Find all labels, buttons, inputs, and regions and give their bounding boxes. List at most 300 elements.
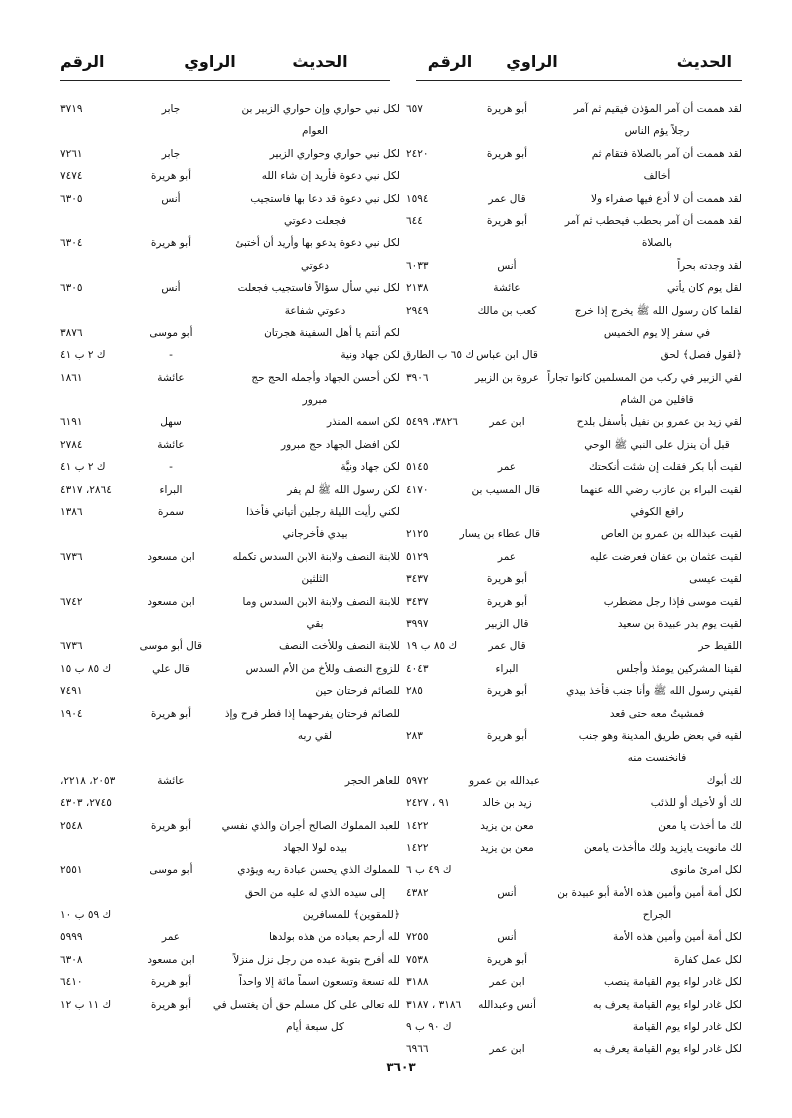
hadith-number: ٣٩٠٦	[406, 371, 429, 384]
narrator: أبو هريرة	[486, 953, 528, 966]
narrator: معن بن يزيد	[480, 841, 534, 854]
hadith-number: ك ٢ ب ٤١	[60, 461, 106, 474]
narrator: عائشة	[493, 282, 521, 295]
narrator: قال الزبير	[485, 617, 529, 630]
hadith-text-continuation: دعوتي شفاعة	[284, 304, 346, 317]
narrator: عائشة	[157, 438, 185, 451]
narrator: أنس	[497, 259, 517, 272]
narrator: أنس	[497, 931, 517, 944]
hadith-row	[60, 1016, 400, 1038]
hadith-text: لك ما أخذت يا معن	[658, 819, 742, 832]
hadith-row	[60, 546, 400, 568]
hadith-number: ٧٢٦١	[60, 147, 83, 160]
hadith-text: ﴿للمقوين﴾ للمسافرين	[302, 909, 400, 922]
hadith-number: ٩١ ، ٢٤٢٧	[406, 797, 450, 810]
hadith-row	[406, 1016, 742, 1038]
hadith-row	[60, 680, 400, 702]
hadith-text: لقينا المشركين يومئذ وأجلس	[616, 662, 742, 675]
hadith-text: لكل نبي دعوة فأريد إن شاء الله	[261, 170, 400, 183]
hadith-text: لله أرحم بعباده من هذه بولدها	[269, 931, 400, 944]
narrator: زيد بن خالد	[482, 797, 532, 810]
hadith-number: ٢٨٥	[406, 685, 423, 698]
hadith-text: لكل أمة أمين وأمين هذه الأمة أبو عبيدة بن	[557, 886, 742, 899]
hadith-text: لقي زيد بن عمرو بن نفيل بأسفل بلدح	[576, 416, 742, 429]
hadith-number: ٣٧١٩	[60, 103, 83, 115]
hadith-text-continuation: كل سبعة أيام	[286, 1021, 344, 1034]
narrator: ابن مسعود	[147, 595, 195, 608]
hadith-row	[60, 389, 400, 411]
hadith-text: لقد هممت أن لا أدع فيها صفراء ولا	[590, 192, 742, 205]
hadith-text: لقيت موسى فإذا رجل مضطرب	[603, 595, 742, 608]
hadith-number: ك ٢ ب ٤١	[60, 349, 106, 362]
hadith-row	[60, 949, 400, 971]
hadith-number: ٤٠٤٣	[406, 662, 429, 675]
narrator: أنس وعبدالله	[478, 998, 536, 1011]
hadith-text: لله تسعة وتسعون اسماً مائة إلا واحداً	[238, 976, 400, 989]
hadith-row	[406, 120, 742, 142]
hadith-row	[406, 456, 742, 478]
hadith-text: لقد وجدته بحراً	[677, 259, 742, 272]
narrator: ابن مسعود	[147, 953, 195, 966]
narrator: أبو هريرة	[150, 819, 192, 832]
hadith-number: ٢٨٦٤، ٤٣١٧	[60, 483, 112, 496]
hadith-row	[406, 971, 742, 993]
hadith-number: ك ٥٩ ب ١٠	[60, 909, 112, 922]
hadith-row	[406, 703, 742, 725]
hadith-number: ٢٠٥٣، ٢٢١٨،	[60, 774, 116, 787]
hadith-number: ٣٤٣٧	[406, 573, 429, 586]
hadith-text: للعبد المملوك الصالح أجران والذي نفسي	[221, 819, 400, 832]
hadith-text-continuation: فمشيتُ معه حتى قعد	[609, 707, 705, 720]
narrator: أبو هريرة	[150, 170, 192, 183]
hadith-number: ٢١٢٥	[406, 528, 429, 541]
hadith-text: لك مانويت يايزيد ولك ماأخذت يامعن	[584, 841, 742, 854]
hadith-row	[60, 411, 400, 433]
hadith-text: للابنة النصف ولابنة الابن السدس تكمله	[232, 550, 400, 563]
header-narrator-right: الراوي	[506, 52, 558, 71]
hadith-row	[60, 434, 400, 456]
narrator: البراء	[159, 483, 183, 496]
hadith-row	[406, 501, 742, 523]
hadith-text: لكل نبي حواري وحواري الزبير	[269, 147, 400, 160]
hadith-row	[60, 882, 400, 904]
hadith-text-continuation: بيدي فأخرجاني	[282, 528, 348, 541]
narrator: ابن عمر	[489, 1043, 525, 1056]
hadith-text-continuation: العوام	[301, 125, 329, 138]
hadith-row	[406, 300, 742, 322]
hadith-text: لكن جهاد ونية	[340, 349, 400, 362]
hadith-number: ٢٩٤٩	[406, 304, 429, 317]
hadith-text: لكل امرئ مانوى	[670, 864, 742, 877]
hadith-text: لكل غادر لواء يوم القيامة ينصب	[604, 976, 742, 989]
hadith-row	[60, 143, 400, 165]
hadith-row	[60, 98, 400, 120]
hadith-text: لكل غادر لواء يوم القيامة يعرف به	[592, 1043, 742, 1056]
narrator: كعب بن مالك	[477, 304, 537, 317]
hadith-text: لقيت يوم بدر عبيدة بن سعيد	[617, 617, 742, 630]
hadith-number: ٦٧٣٦	[60, 550, 83, 563]
hadith-number: ٣١٨٨	[406, 976, 429, 989]
hadith-row	[60, 568, 400, 590]
page	[60, 52, 742, 1074]
narrator: -	[169, 461, 173, 474]
hadith-row	[406, 792, 742, 814]
hadith-number: ٦٠٣٣	[406, 259, 429, 272]
hadith-row	[406, 546, 742, 568]
hadith-text: لكل غادر لواء يوم القيامة يعرف به	[592, 998, 742, 1011]
header-rule-right	[416, 80, 742, 81]
hadith-text: لكل نبي دعوة قد دعا بها فاستجيب	[250, 192, 400, 205]
hadith-number: ٢١٣٨	[406, 282, 429, 295]
narrator: أبو هريرة	[486, 685, 528, 698]
hadith-number: ك ٩٠ ب ٩	[406, 1021, 452, 1034]
hadith-number: ٧٤٩١	[60, 685, 83, 698]
narrator: جابر	[161, 103, 181, 115]
hadith-number: ٥١٢٩	[406, 550, 429, 563]
hadith-number: ٦٧٤٢	[60, 595, 83, 608]
narrator: أبو موسى	[149, 326, 193, 339]
hadith-text: لك أبوك	[706, 774, 742, 787]
narrator: أبو هريرة	[486, 214, 528, 227]
hadith-text: لقيت عبدالله بن عمرو بن العاص	[601, 528, 742, 541]
hadith-number: ١٣٨٦	[60, 506, 83, 519]
narrator: أبو هريرة	[150, 976, 192, 989]
narrator: قال عمر	[488, 640, 526, 653]
hadith-row	[60, 994, 400, 1016]
hadith-text: للمملوك الذي يحسن عبادة ربه ويؤدي	[237, 864, 400, 877]
narrator: أبو موسى	[149, 864, 193, 877]
hadith-number: ك ٨٥ ب ١٩	[406, 640, 458, 653]
hadith-text: لكل نبي حواري وإن حواري الزبير بن	[241, 103, 400, 115]
header-narrator-left: الراوي	[184, 52, 236, 71]
hadith-row	[60, 322, 400, 344]
hadith-number: ٢٨٣	[406, 729, 423, 742]
hadith-row	[60, 165, 400, 187]
narrator: عائشة	[157, 371, 185, 384]
hadith-text-continuation: الجراح	[642, 909, 672, 922]
hadith-text: لكل أمة أمين وأمين هذه الأمة	[613, 931, 742, 944]
hadith-text-continuation: رافع الكوفي	[630, 506, 684, 519]
hadith-row	[403, 344, 742, 366]
hadith-row	[60, 971, 400, 993]
hadith-text: ﴿لقول فصل﴾ لحق	[660, 349, 742, 362]
hadith-row	[60, 367, 400, 389]
hadith-text: للابنة النصف ولابنة الابن السدس وما	[242, 595, 400, 608]
header-number-left: الرقم	[60, 52, 105, 71]
hadith-number: ٦٩٦٦	[406, 1043, 429, 1056]
hadith-text-continuation: قبل أن ينزل على النبي ﷺ الوحي	[584, 438, 730, 451]
hadith-row	[60, 837, 400, 859]
hadith-text: للصائم فرحتان حين	[315, 685, 400, 698]
hadith-row	[406, 165, 742, 187]
hadith-row	[60, 456, 400, 478]
hadith-row	[406, 210, 742, 232]
hadith-text-continuation: إلى سيده الذي له عليه من الحق	[244, 886, 386, 899]
hadith-number: ٣٩٩٧	[406, 617, 429, 630]
hadith-row	[406, 904, 742, 926]
narrator: عمر	[497, 550, 517, 563]
hadith-text: لك أو لأخيك أو للذئب	[650, 797, 742, 810]
narrator: عائشة	[157, 774, 185, 787]
hadith-text-continuation: بالصلاة	[641, 237, 673, 250]
hadith-row	[60, 815, 400, 837]
hadith-row	[60, 188, 400, 210]
hadith-text: للعاهر الحجر	[344, 774, 400, 787]
hadith-number: ١٤٢٢	[406, 819, 429, 832]
hadith-text: لقيه في بعض طريق المدينة وهو جنب	[578, 729, 742, 742]
hadith-number: ٦٣٠٤	[60, 237, 83, 250]
hadith-row	[406, 747, 742, 769]
narrator: جابر	[161, 147, 181, 160]
hadith-text: لله أفرح بتوبة عبده من رجل نزل منزلاً	[233, 953, 400, 966]
hadith-text-continuation: في سفر إلا يوم الخميس	[603, 326, 711, 339]
narrator: أنس	[161, 192, 181, 205]
narrator: أبو هريرة	[150, 707, 192, 720]
hadith-row	[60, 770, 400, 792]
narrator: ابن عمر	[489, 976, 525, 989]
hadith-row	[406, 658, 742, 680]
hadith-text: للزوج النصف وللأخ من الأم السدس	[245, 662, 400, 675]
hadith-row	[406, 859, 742, 881]
hadith-row	[60, 232, 400, 254]
hadith-text-continuation: أخالف	[643, 170, 671, 183]
hadith-text: لقيت أبا بكر فقلت إن شئت أنكحتك	[588, 461, 742, 474]
narrator: معن بن يزيد	[480, 819, 534, 832]
header-hadith-right: الحديث	[676, 52, 732, 71]
narrator: أبو هريرة	[486, 103, 528, 115]
hadith-text: لكل عمل كفارة	[674, 953, 742, 966]
hadith-number: ٥١٤٥	[406, 461, 429, 474]
hadith-row	[406, 994, 742, 1016]
hadith-row	[406, 815, 742, 837]
hadith-text: للابنة النصف وللأخت النصف	[278, 640, 400, 653]
hadith-row	[406, 837, 742, 859]
hadith-row	[60, 904, 400, 926]
hadith-text: لكل غادر لواء يوم القيامة	[632, 1021, 742, 1034]
left-column	[60, 98, 400, 1038]
hadith-number: ٦٣٠٨	[60, 953, 83, 966]
page-number: ٣٦٠٣	[386, 1060, 416, 1074]
hadith-row	[406, 568, 742, 590]
hadith-row	[60, 658, 400, 680]
hadith-text: لكل نبي سأل سؤالاً فاستجيب فجعلت	[237, 282, 400, 295]
header-rule-left	[60, 80, 390, 81]
hadith-row	[406, 367, 742, 389]
right-column	[403, 98, 742, 1061]
narrator: قال ابن عباس	[476, 349, 538, 362]
hadith-text: لقيت عيسى	[689, 573, 742, 586]
header-number-right: الرقم	[427, 52, 473, 71]
hadith-text: لكن جهاد ونيَّة	[340, 461, 400, 474]
hadith-row	[406, 277, 742, 299]
hadith-row	[406, 434, 742, 456]
hadith-text: لقد هممت أن آمر بالصلاة فتقام ثم	[591, 147, 742, 160]
narrator: أنس	[497, 886, 517, 899]
hadith-text: لقيت البراء بن عازب رضي الله عنهما	[580, 483, 742, 496]
hadith-text: لله تعالى على كل مسلم حق أن يغتسل في	[212, 998, 400, 1011]
hadith-row	[60, 120, 400, 142]
hadith-number: ٦٥٧	[406, 103, 423, 115]
narrator: قال علي	[152, 662, 190, 675]
hadith-row	[60, 501, 400, 523]
hadith-text: لكن أحسن الجهاد وأجمله الحج حج	[251, 371, 400, 384]
hadith-row	[406, 523, 742, 545]
narrator: عمر	[497, 461, 517, 474]
hadith-number: ك ٦٥ ب الطارق	[403, 349, 474, 362]
hadith-number: ٤٣٨٢	[406, 886, 429, 899]
hadith-number: ٥٩٧٢	[406, 774, 429, 787]
hadith-row	[60, 210, 400, 232]
narrator: أبو هريرة	[150, 998, 192, 1011]
narrator: أبو هريرة	[486, 595, 528, 608]
hadith-row	[406, 926, 742, 948]
hadith-text: لكن رسول الله ﷺ لم يفر	[287, 483, 400, 496]
narrator: ابن مسعود	[147, 550, 195, 563]
hadith-text-continuation: لقي ربه	[297, 729, 333, 742]
hadith-row	[406, 389, 742, 411]
hadith-text: لكم أنتم يا أهل السفينة هجرتان	[264, 326, 400, 339]
hadith-number: ٦٧٣٦	[60, 640, 83, 653]
hadith-text: لكني رأيت الليلة رجلين أتياني فأخذا	[246, 506, 400, 519]
hadith-row	[60, 300, 400, 322]
hadith-number: ٢٥٥١	[60, 864, 83, 877]
narrator: ابن عمر	[489, 416, 525, 429]
narrator: عروة بن الزبير	[474, 371, 539, 384]
hadith-row	[406, 635, 742, 657]
narrator: قال عطاء بن يسار	[459, 528, 540, 541]
hadith-row	[60, 613, 400, 635]
hadith-text: لكن اسمه المنذر	[326, 416, 400, 429]
hadith-row	[60, 277, 400, 299]
hadith-row	[406, 255, 742, 277]
hadith-text-continuation: دعوتي	[300, 259, 330, 272]
narrator: أبو هريرة	[486, 573, 528, 586]
hadith-row	[60, 344, 400, 366]
narrator: قال المسيب بن	[471, 483, 540, 496]
hadith-number: ٣٤٣٧	[406, 595, 429, 608]
narrator: سهل	[160, 416, 182, 429]
narrator: أبو هريرة	[150, 237, 192, 250]
hadith-text: لقل يوم كان يأتي	[666, 282, 742, 295]
hadith-number: ١٤٢٢	[406, 841, 429, 854]
hadith-number: ٣١٨٦ ، ٣١٨٧	[406, 998, 462, 1011]
hadith-row	[406, 1038, 742, 1060]
hadith-row	[60, 255, 400, 277]
narrator: -	[169, 349, 173, 362]
hadith-row	[60, 859, 400, 881]
hadith-number: ٢٥٤٨	[60, 819, 83, 832]
narrator: سمرة	[157, 506, 185, 519]
hadith-number: ٦٣٠٥	[60, 282, 83, 295]
narrator: أنس	[161, 282, 181, 295]
hadith-number: ك ٤٩ ب ٦	[406, 864, 452, 877]
hadith-row	[60, 926, 400, 948]
hadith-text-continuation: قافلين من الشام	[620, 394, 694, 407]
hadith-row	[406, 949, 742, 971]
hadith-row	[406, 98, 742, 120]
narrator: عبدالله بن عمرو	[469, 774, 540, 787]
column-headers	[60, 52, 742, 82]
hadith-text: للصائم فرحتان يفرحهما إذا فطر فرح وإذ	[224, 707, 400, 720]
hadith-text: لقي الزبير في ركب من المسلمين كانوا تجاراً	[547, 371, 742, 384]
narrator: البراء	[495, 662, 519, 675]
hadith-row	[60, 792, 400, 814]
hadith-row	[406, 188, 742, 210]
hadith-number: ٣٨٢٦، ٥٤٩٩	[406, 416, 458, 429]
hadith-text: اللقيط حر	[698, 640, 742, 653]
hadith-number: ٦١٩١	[60, 416, 83, 429]
narrator: قال أبو موسى	[139, 640, 202, 653]
hadith-row	[406, 411, 742, 433]
hadith-text: لقيني رسول الله ﷺ وأنا جنب فأخذ بيدي	[566, 685, 742, 698]
hadith-row	[60, 703, 400, 725]
hadith-number: ٦٤٤	[406, 214, 423, 227]
narrator: أبو هريرة	[486, 147, 528, 160]
hadith-text-continuation: بيده لولا الجهاد	[283, 841, 347, 854]
hadith-text: لكن افضل الجهاد حج مبرور	[281, 438, 400, 451]
hadith-row	[406, 770, 742, 792]
hadith-row	[406, 143, 742, 165]
hadith-number: ٧٤٧٤	[60, 170, 83, 183]
hadith-text: لقلما كان رسول الله ﷺ يخرج إذا خرج	[574, 304, 742, 317]
hadith-number: ٢٧٤٥، ٤٣٠٣	[60, 797, 112, 810]
hadith-text: لكل نبي دعوة يدعو بها وأريد أن أختبئ	[235, 237, 400, 250]
hadith-row	[406, 882, 742, 904]
hadith-row	[406, 591, 742, 613]
hadith-number: ٧٥٣٨	[406, 953, 429, 966]
hadith-row	[60, 591, 400, 613]
hadith-row	[60, 635, 400, 657]
hadith-text-continuation: رجلاً يؤم الناس	[624, 125, 690, 138]
hadith-number: ٣٨٧٦	[60, 326, 83, 339]
hadith-row	[60, 479, 400, 501]
hadith-text: لقد هممت أن آمر بحطب فيحطب ثم آمر	[564, 214, 742, 227]
hadith-text: لقيت عثمان بن عفان فعرضت عليه	[589, 550, 742, 563]
hadith-number: ٥٩٩٩	[60, 931, 83, 944]
hadith-number: ٧٢٥٥	[406, 931, 429, 944]
hadith-row	[406, 322, 742, 344]
hadith-number: ٦٤١٠	[60, 976, 83, 989]
hadith-row	[406, 725, 742, 747]
hadith-text-continuation: فجعلت دعوتي	[283, 214, 347, 227]
hadith-row	[406, 680, 742, 702]
hadith-text-continuation: الثلثين	[301, 573, 329, 586]
hadith-row	[60, 523, 400, 545]
hadith-number: ٦٣٠٥	[60, 192, 83, 205]
hadith-row	[60, 725, 400, 747]
hadith-number: ٤١٧٠	[406, 483, 429, 496]
hadith-row	[406, 613, 742, 635]
hadith-row	[60, 747, 400, 769]
hadith-number: ١٨٦١	[60, 371, 83, 384]
hadith-number: ١٩٠٤	[60, 707, 83, 720]
hadith-number: ك ٨٥ ب ١٥	[60, 662, 112, 675]
hadith-row	[406, 232, 742, 254]
hadith-row	[406, 479, 742, 501]
hadith-number: ٢٤٢٠	[406, 147, 429, 160]
hadith-number: ١٥٩٤	[406, 192, 429, 205]
hadith-text: لقد هممت أن آمر المؤذن فيقيم ثم آمر	[573, 103, 742, 115]
hadith-text-continuation: مبرور	[302, 394, 328, 407]
hadith-text-continuation: بقي	[306, 617, 324, 630]
header-hadith-left: الحديث	[292, 52, 348, 71]
hadith-number: ٢٧٨٤	[60, 438, 83, 451]
hadith-number: ك ١١ ب ١٢	[60, 998, 112, 1011]
narrator: عمر	[161, 931, 181, 944]
narrator: أبو هريرة	[486, 729, 528, 742]
hadith-text-continuation: فانخنست منه	[627, 752, 687, 765]
narrator: قال عمر	[488, 192, 526, 205]
